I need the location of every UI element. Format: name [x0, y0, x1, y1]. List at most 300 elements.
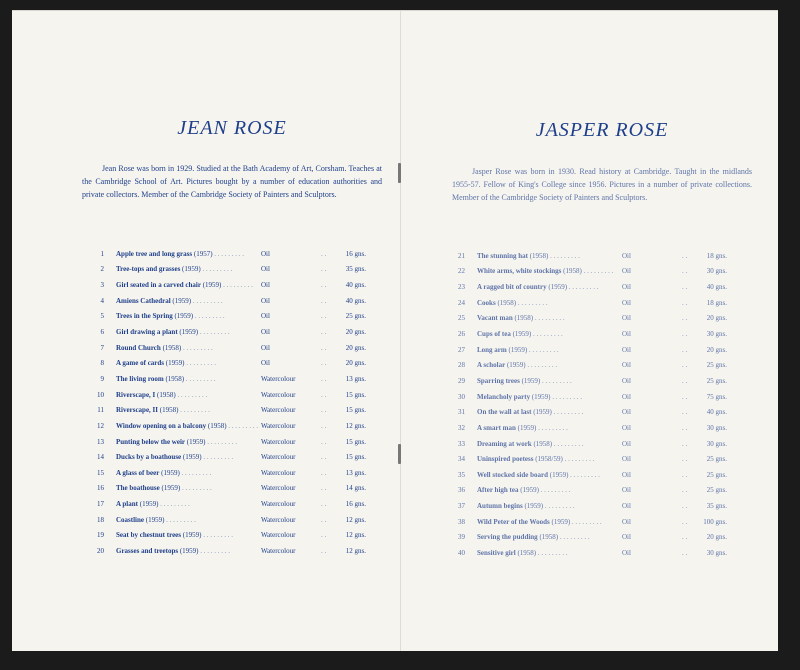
- work-price: 16 gns.: [345, 500, 366, 509]
- work-title-cell: [116, 387, 261, 403]
- work-medium: Oil: [261, 249, 270, 258]
- work-row: [447, 545, 727, 561]
- work-year: (1959): [512, 330, 532, 339]
- work-price: 30 gns.: [706, 439, 727, 448]
- work-price: 12 gns.: [345, 531, 366, 540]
- work-number: 12: [97, 421, 104, 430]
- work-title-cell: [477, 342, 622, 358]
- work-row: [86, 262, 366, 278]
- work-title: Uninspired poetess: [477, 455, 534, 464]
- work-price: 13 gns.: [345, 468, 366, 477]
- work-year: (1959): [139, 500, 159, 509]
- work-title-cell: [477, 545, 622, 561]
- work-title-cell: [477, 248, 622, 264]
- work-title-cell: [116, 402, 261, 418]
- work-price: 20 gns.: [345, 359, 366, 368]
- leader-dots: . . . . . . . . .: [571, 517, 602, 526]
- leader-dots: . . . . . . . . .: [194, 312, 225, 321]
- work-price: 20 gns.: [706, 345, 727, 354]
- leader-dots: . . . . . . . . .: [207, 437, 237, 446]
- work-price: 20 gns.: [345, 328, 366, 337]
- work-medium: Oil: [622, 345, 631, 354]
- work-title-cell: [477, 295, 622, 311]
- work-year: (1959): [179, 328, 199, 337]
- work-year: (1959): [508, 345, 528, 354]
- leader-dots: . . . . . . . . .: [559, 533, 590, 542]
- work-title: Tree-tops and grasses: [116, 265, 181, 274]
- work-medium: Watercolour: [261, 531, 296, 540]
- work-number: 24: [458, 298, 465, 307]
- work-title-cell: [116, 465, 261, 481]
- leader-dots: . .: [682, 298, 688, 307]
- work-title-cell: [116, 512, 261, 528]
- work-row: [86, 465, 366, 481]
- work-title: Sparring trees: [477, 376, 520, 385]
- work-title-cell: [477, 279, 622, 295]
- work-medium: Watercolour: [261, 421, 296, 430]
- leader-dots: . .: [321, 406, 327, 415]
- leader-dots: . . . . . . . . .: [202, 265, 233, 274]
- work-row: [86, 340, 366, 356]
- work-row: [447, 530, 727, 546]
- work-title: Vacant man: [477, 314, 513, 323]
- work-title-cell: [477, 357, 622, 373]
- work-row: [86, 246, 366, 262]
- leader-dots: . .: [321, 531, 327, 540]
- work-price: 14 gns.: [345, 484, 366, 493]
- work-row: [86, 355, 366, 371]
- work-number: 26: [458, 330, 465, 339]
- leader-dots: . .: [682, 283, 688, 292]
- work-medium: Watercolour: [261, 546, 296, 555]
- leader-dots: . .: [321, 312, 327, 321]
- leader-dots: . . . . . . . . .: [564, 455, 595, 464]
- work-row: [447, 311, 727, 327]
- work-number: 6: [100, 328, 104, 337]
- leader-dots: . . . . . . . . .: [517, 298, 548, 307]
- work-price: 18 gns.: [706, 251, 727, 260]
- work-title: White arms, white stockings: [477, 267, 562, 276]
- work-title: Girl seated in a carved chair: [116, 281, 201, 290]
- work-title-cell: [477, 326, 622, 342]
- work-year: (1959): [521, 376, 541, 385]
- work-title: A scholar: [477, 361, 506, 370]
- work-price: 16 gns.: [345, 249, 366, 258]
- work-year: (1959): [161, 468, 180, 477]
- leader-dots: . . . . . . . . .: [540, 486, 571, 495]
- work-year: (1958): [514, 314, 534, 323]
- work-number: 37: [458, 502, 465, 511]
- work-title: Round Church: [116, 343, 161, 352]
- work-medium: Oil: [622, 470, 631, 479]
- work-number: 17: [97, 500, 104, 509]
- work-medium: Oil: [622, 361, 631, 370]
- work-row: [447, 483, 727, 499]
- leader-dots: . .: [682, 361, 688, 370]
- work-year: (1959): [186, 437, 206, 446]
- leader-dots: . . . . . . . . .: [214, 249, 245, 258]
- work-year: (1959): [182, 265, 201, 274]
- work-number: 40: [458, 548, 465, 557]
- work-title-cell: [116, 293, 261, 309]
- work-row: [86, 324, 366, 340]
- work-medium: Oil: [261, 312, 270, 321]
- leader-dots: . . . . . . . . .: [203, 531, 233, 540]
- work-title-cell: [116, 418, 261, 434]
- work-medium: Watercolour: [261, 468, 296, 477]
- work-number: 14: [97, 453, 104, 462]
- work-price: 25 gns.: [706, 486, 727, 495]
- work-price: 75 gns.: [706, 392, 727, 401]
- work-title-cell: [116, 543, 261, 559]
- work-row: [86, 434, 366, 450]
- leader-dots: . .: [321, 468, 327, 477]
- work-medium: Oil: [622, 486, 631, 495]
- work-year: (1959): [182, 531, 202, 540]
- work-price: 15 gns.: [345, 406, 366, 415]
- work-title: Cups of tea: [477, 330, 511, 339]
- work-title-cell: [116, 496, 261, 512]
- work-medium: Oil: [622, 376, 631, 385]
- work-year: (1959): [531, 392, 551, 401]
- work-number: 13: [97, 437, 104, 446]
- catalogue-spread: [12, 10, 778, 651]
- work-medium: Watercolour: [261, 374, 296, 383]
- leader-dots: . .: [321, 484, 327, 493]
- leader-dots: . .: [682, 267, 688, 276]
- work-price: 40 gns.: [706, 408, 727, 417]
- work-title: Autumn begins: [477, 502, 523, 511]
- leader-dots: . .: [321, 296, 327, 305]
- work-year: (1959): [172, 296, 192, 305]
- leader-dots: . . . . . . . . .: [223, 281, 253, 290]
- leader-dots: . . . . . . . . .: [538, 423, 568, 432]
- work-medium: Oil: [261, 343, 270, 352]
- work-price: 25 gns.: [706, 376, 727, 385]
- work-price: 40 gns.: [706, 283, 727, 292]
- work-title-cell: [116, 246, 261, 262]
- work-year: (1958): [529, 251, 549, 260]
- leader-dots: . . . . . . . . .: [160, 500, 190, 509]
- leader-dots: . . . . . . . . .: [182, 343, 213, 352]
- leader-dots: . .: [682, 392, 688, 401]
- work-year: (1958): [533, 439, 553, 448]
- leader-dots: . . . . . . . . .: [542, 376, 572, 385]
- work-year: (1959): [202, 281, 222, 290]
- work-year: (1958/59): [535, 455, 563, 464]
- work-row: [447, 498, 727, 514]
- work-number: 30: [458, 392, 465, 401]
- leader-dots: . .: [682, 502, 688, 511]
- work-number: 34: [458, 455, 465, 464]
- work-number: 4: [100, 296, 104, 305]
- work-year: (1959): [524, 502, 544, 511]
- work-title: Dreaming at work: [477, 439, 532, 448]
- work-title: Window opening on a balcony: [116, 421, 207, 430]
- work-title-cell: [477, 373, 622, 389]
- work-row: [447, 404, 727, 420]
- work-year: (1959): [165, 359, 185, 368]
- work-medium: Oil: [622, 533, 631, 542]
- work-number: 5: [100, 312, 104, 321]
- work-title-cell: [116, 309, 261, 325]
- leader-dots: . .: [682, 408, 688, 417]
- work-row: [86, 449, 366, 465]
- leader-dots: . .: [682, 455, 688, 464]
- work-year: (1959): [517, 423, 537, 432]
- leader-dots: . .: [321, 390, 327, 399]
- work-row: [86, 481, 366, 497]
- work-title: A smart man: [477, 423, 516, 432]
- work-year: (1958): [165, 374, 185, 383]
- work-price: 30 gns.: [706, 267, 727, 276]
- works-list-jasper: [447, 248, 727, 561]
- work-year: (1959): [548, 283, 568, 292]
- work-title: Trees in the Spring: [116, 312, 173, 321]
- leader-dots: . . . . . . . . .: [180, 406, 210, 415]
- work-row: [447, 295, 727, 311]
- work-number: 28: [458, 361, 465, 370]
- work-row: [86, 496, 366, 512]
- work-number: 39: [458, 533, 465, 542]
- work-title: The living room: [116, 374, 164, 383]
- work-number: 38: [458, 517, 465, 526]
- work-number: 29: [458, 376, 465, 385]
- work-number: 8: [100, 359, 104, 368]
- work-title-cell: [477, 514, 622, 530]
- work-year: (1958): [159, 406, 179, 415]
- work-year: (1958): [157, 390, 176, 399]
- work-title-cell: [116, 355, 261, 371]
- work-title-cell: [477, 498, 622, 514]
- leader-dots: . . . . . . . . .: [177, 390, 208, 399]
- work-row: [447, 357, 727, 373]
- work-title: A game of cards: [116, 359, 165, 368]
- work-title-cell: [116, 262, 261, 278]
- leader-dots: . .: [682, 533, 688, 542]
- work-title: After high tea: [477, 486, 519, 495]
- leader-dots: . .: [682, 470, 688, 479]
- work-price: 35 gns.: [706, 502, 727, 511]
- leader-dots: . . . . . . . . .: [181, 468, 212, 477]
- work-year: (1959): [549, 470, 569, 479]
- work-title-cell: [116, 449, 261, 465]
- work-title-cell: [116, 277, 261, 293]
- work-medium: Oil: [261, 359, 270, 368]
- work-number: 1: [100, 249, 104, 258]
- leader-dots: . .: [321, 515, 327, 524]
- work-medium: Oil: [622, 392, 631, 401]
- work-title: The stunning hat: [477, 251, 528, 260]
- work-medium: Oil: [622, 283, 631, 292]
- leader-dots: . .: [682, 548, 688, 557]
- leader-dots: . . . . . . . . .: [199, 328, 230, 337]
- leader-dots: . .: [321, 359, 327, 368]
- work-medium: Oil: [261, 265, 270, 274]
- work-price: 18 gns.: [706, 298, 727, 307]
- top-staple: [398, 163, 401, 183]
- work-title: Sensitive girl: [477, 548, 516, 557]
- work-number: 22: [458, 267, 465, 276]
- leader-dots: . . . . . . . . .: [533, 330, 563, 339]
- work-row: [86, 277, 366, 293]
- leader-dots: . .: [321, 374, 327, 383]
- work-row: [447, 264, 727, 280]
- work-number: 20: [97, 546, 104, 555]
- leader-dots: . . . . . . . . .: [192, 296, 223, 305]
- work-medium: Oil: [261, 281, 270, 290]
- work-number: 9: [100, 374, 104, 383]
- work-price: 20 gns.: [706, 314, 727, 323]
- leader-dots: . .: [682, 314, 688, 323]
- work-year: (1959): [182, 453, 202, 462]
- work-number: 19: [97, 531, 104, 540]
- leader-dots: . .: [321, 421, 327, 430]
- leader-dots: . .: [321, 453, 327, 462]
- work-title: Girl drawing a plant: [116, 328, 178, 337]
- work-title-cell: [477, 451, 622, 467]
- leader-dots: . . . . . . . . .: [228, 421, 259, 430]
- bottom-staple: [398, 444, 401, 464]
- artist-heading-jean: JEAN ROSE: [177, 117, 287, 139]
- work-year: (1959): [145, 515, 165, 524]
- leader-dots: . . . . . . . . .: [537, 548, 568, 557]
- work-title-cell: [477, 436, 622, 452]
- work-row: [86, 418, 366, 434]
- work-year: (1959): [520, 486, 539, 495]
- work-row: [86, 528, 366, 544]
- work-title: Cooks: [477, 298, 496, 307]
- leader-dots: . .: [321, 437, 327, 446]
- work-row: [447, 342, 727, 358]
- work-year: (1957): [193, 249, 213, 258]
- leader-dots: . .: [682, 517, 688, 526]
- work-title-cell: [116, 340, 261, 356]
- work-number: 21: [458, 251, 465, 260]
- work-price: 25 gns.: [345, 312, 366, 321]
- work-title: Ducks by a boathouse: [116, 453, 182, 462]
- leader-dots: . .: [321, 249, 327, 258]
- leader-dots: . .: [321, 265, 327, 274]
- work-medium: Oil: [622, 330, 631, 339]
- work-row: [447, 451, 727, 467]
- leader-dots: . . . . . . . . .: [583, 267, 614, 276]
- leader-dots: . .: [321, 281, 327, 290]
- work-title: Punting below the weir: [116, 437, 186, 446]
- work-title-cell: [116, 371, 261, 387]
- work-medium: Watercolour: [261, 390, 296, 399]
- work-row: [86, 402, 366, 418]
- leader-dots: . . . . . . . . .: [185, 374, 216, 383]
- work-year: (1959): [179, 546, 199, 555]
- work-title: Long arm: [477, 345, 507, 354]
- work-title: Grasses and treetops: [116, 546, 179, 555]
- work-row: [447, 420, 727, 436]
- work-price: 30 gns.: [706, 330, 727, 339]
- work-title: Riverscape, I: [116, 390, 156, 399]
- centre-fold: [400, 11, 401, 651]
- work-title: Seat by chestnut trees: [116, 531, 182, 540]
- work-price: 15 gns.: [345, 437, 366, 446]
- leader-dots: . .: [682, 439, 688, 448]
- work-medium: Watercolour: [261, 515, 296, 524]
- work-row: [86, 371, 366, 387]
- work-number: 23: [458, 283, 465, 292]
- work-medium: Watercolour: [261, 484, 296, 493]
- work-year: (1958): [539, 533, 559, 542]
- work-price: 20 gns.: [706, 533, 727, 542]
- leader-dots: . . . . . . . . .: [528, 345, 559, 354]
- leader-dots: . . . . . . . . .: [527, 361, 558, 370]
- work-row: [86, 543, 366, 559]
- work-title-cell: [116, 434, 261, 450]
- work-medium: Oil: [622, 267, 631, 276]
- work-medium: Oil: [261, 328, 270, 337]
- leader-dots: . . . . . . . . .: [552, 392, 582, 401]
- work-title: A plant: [116, 500, 138, 509]
- work-title-cell: [477, 420, 622, 436]
- work-number: 35: [458, 470, 465, 479]
- work-title: A glass of beer: [116, 468, 160, 477]
- work-row: [447, 467, 727, 483]
- work-medium: Oil: [622, 423, 631, 432]
- work-title: On the wall at last: [477, 408, 532, 417]
- work-medium: Oil: [622, 502, 631, 511]
- work-title: Coastline: [116, 515, 144, 524]
- work-title-cell: [116, 324, 261, 340]
- leader-dots: . .: [682, 251, 688, 260]
- work-year: (1959): [161, 484, 181, 493]
- work-title-cell: [477, 530, 622, 546]
- work-number: 11: [97, 406, 104, 415]
- work-medium: Oil: [261, 296, 270, 305]
- work-price: 12 gns.: [345, 515, 366, 524]
- work-price: 25 gns.: [706, 470, 727, 479]
- leader-dots: . .: [682, 423, 688, 432]
- leader-dots: . . . . . . . . .: [568, 283, 599, 292]
- work-number: 31: [458, 408, 465, 417]
- work-price: 15 gns.: [345, 453, 366, 462]
- work-row: [86, 512, 366, 528]
- leader-dots: . .: [682, 486, 688, 495]
- work-price: 25 gns.: [706, 455, 727, 464]
- artist-bio-jean: Jean Rose was born in 1929. Studied at the Bath Academy of Art, Corsham. Teaches at the Cambridge School of Art. Pictures bought by a number of education authorities and private collectors. Member of the Cambridge Society of Painters and Sculptors.: [82, 164, 382, 199]
- work-title-cell: [477, 404, 622, 420]
- work-number: 33: [458, 439, 465, 448]
- work-row: [86, 293, 366, 309]
- work-medium: Oil: [622, 517, 631, 526]
- work-year: (1958): [497, 298, 517, 307]
- work-title: Apple tree and long grass: [116, 249, 193, 258]
- work-title-cell: [116, 528, 261, 544]
- leader-dots: . . . . . . . . .: [544, 502, 575, 511]
- work-number: 27: [458, 345, 465, 354]
- leader-dots: . .: [682, 376, 688, 385]
- work-year: (1959): [533, 408, 552, 417]
- work-medium: Watercolour: [261, 406, 296, 415]
- work-title: Melancholy party: [477, 392, 531, 401]
- work-number: 25: [458, 314, 465, 323]
- work-number: 7: [100, 343, 104, 352]
- artist-heading-jasper: JASPER ROSE: [535, 119, 669, 141]
- work-price: 30 gns.: [706, 423, 727, 432]
- work-row: [447, 279, 727, 295]
- work-title-cell: [116, 481, 261, 497]
- leader-dots: . . . . . . . . .: [181, 484, 212, 493]
- leader-dots: . . . . . . . . .: [553, 408, 584, 417]
- work-number: 10: [97, 390, 104, 399]
- work-price: 30 gns.: [706, 548, 727, 557]
